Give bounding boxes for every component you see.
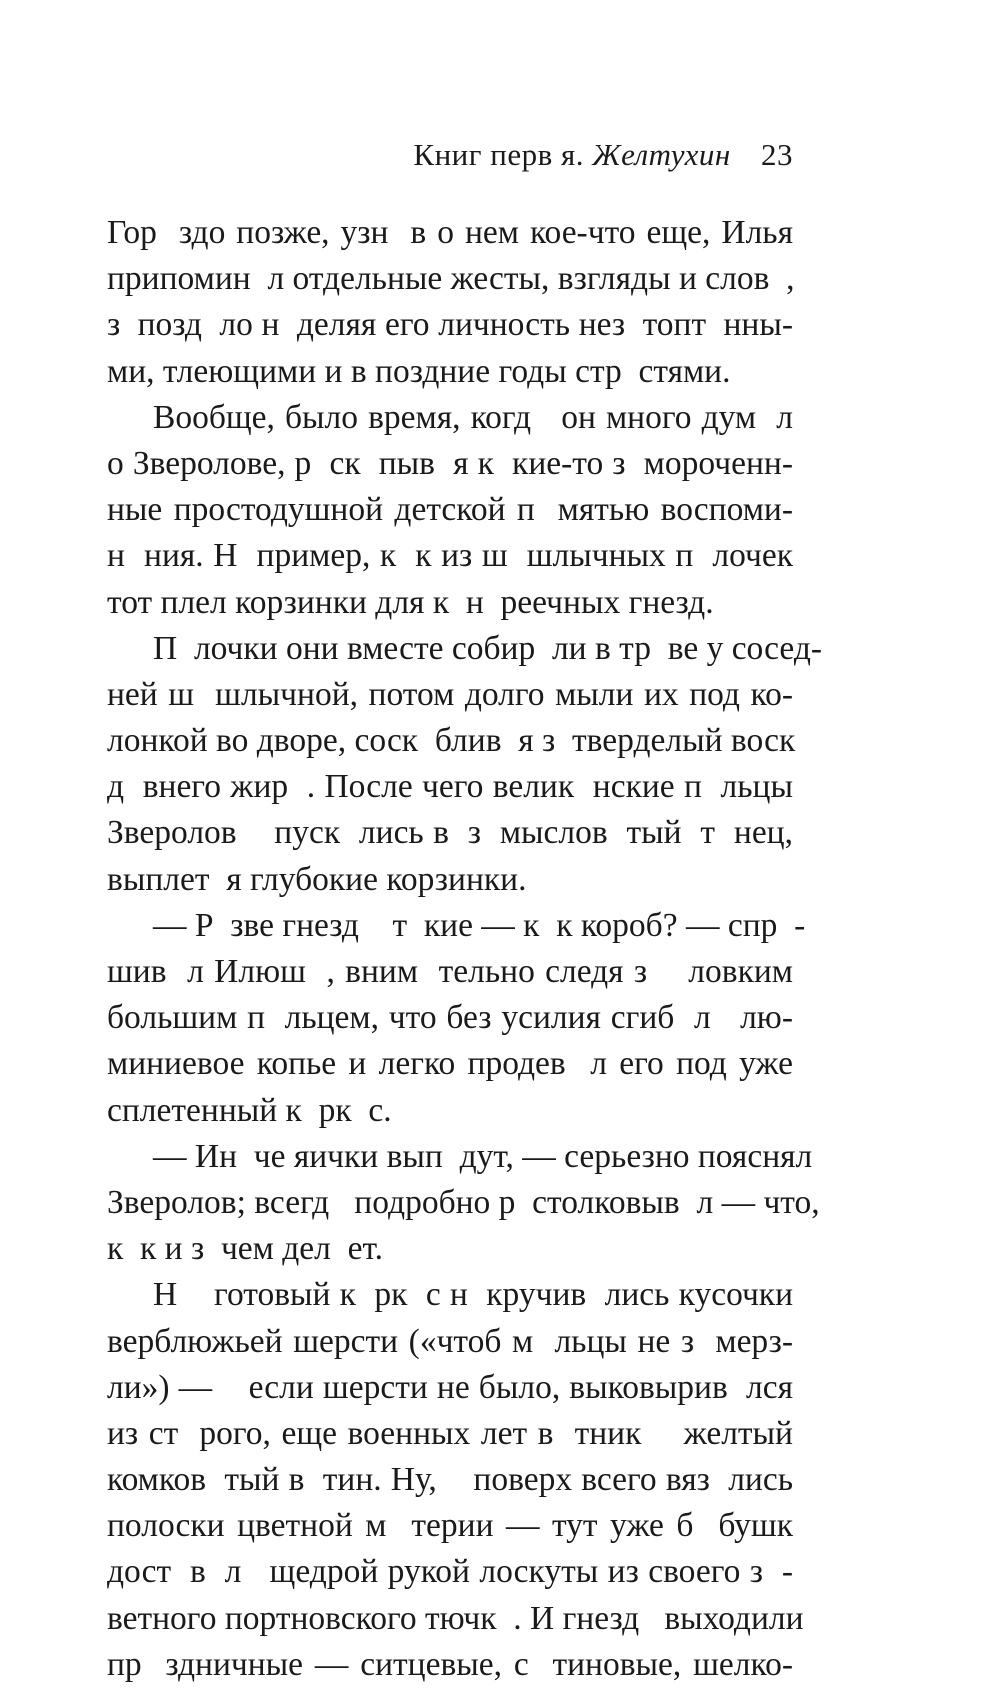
text-line: н ния. Н пример, к к из ш шлычных п лочек <box>107 537 793 575</box>
text-line: д внего жир . После чего велик нские п льцы <box>107 768 793 806</box>
text-line: ные простодушной детской п мятью воспоми- <box>107 491 793 529</box>
running-header <box>413 135 793 175</box>
page-number: 23 <box>761 137 793 172</box>
text-line: выплет я глубокие корзинки. <box>107 860 527 898</box>
text-line: — Р зве гнезд т кие — к к короб? — спр - <box>153 906 806 944</box>
text-line: Н готовый к рк с н кручив лись кусочки <box>153 1276 793 1314</box>
text-line: сплетенный к рк с. <box>107 1091 392 1129</box>
text-line: припомин л отдельные жесты, взгляды и слов , <box>107 260 795 298</box>
text-line: к к и з чем дел ет. <box>107 1230 383 1268</box>
text-line: ветного портновского тючк . И гнезд выходили <box>107 1599 804 1637</box>
text-line: миниевое копье и легко продев л его под уже <box>107 1045 793 1083</box>
text-line: дост в л щедрой рукой лоскуты из своего з - <box>107 1553 793 1591</box>
text-line: комков тый в тин. Ну, поверх всего вяз лись <box>107 1461 793 1499</box>
text-line: Гор здо позже, узн в о нем кое-что еще, Илья <box>107 214 793 251</box>
text-line: верблюжьей шерсти («чтоб м льцы не з мерз- <box>107 1322 793 1360</box>
text-line: П лочки они вместе собир ли в тр ве у сосед- <box>153 629 823 667</box>
text-line: з позд ло н деляя его личность нез топт нны- <box>107 306 793 344</box>
book-part-label: Книг перв я. <box>413 137 584 172</box>
text-line: Вообще, было время, когд он много дум л <box>153 398 793 436</box>
text-line: пр здничные — ситцевые, с тиновые, шелко- <box>107 1645 793 1683</box>
text-line: ней ш шлычной, потом долго мыли их под ко- <box>107 675 793 713</box>
text-line: большим п льцем, что без усилия сгиб л лю- <box>107 999 793 1037</box>
text-line: ми, тлеющими и в поздние годы стр стями. <box>107 352 731 390</box>
text-line: лонкой во дворе, соск блив я з тверделый воск <box>107 722 796 760</box>
text-line: о Зверолове, р ск пыв я к кие-то з мороченн- <box>107 444 793 482</box>
body-text <box>107 210 823 1688</box>
text-line: полоски цветной м терии — тут уже б бушк <box>107 1507 793 1545</box>
text-line: ли») — если шерсти не было, выковырив лся <box>107 1368 793 1406</box>
text-line: — Ин че яички вып дут, — серьезно пояснял <box>153 1137 813 1175</box>
text-line: из ст рого, еще военных лет в тник желтый <box>107 1414 793 1452</box>
text-line: тот плел корзинки для к н реечных гнезд. <box>107 583 714 621</box>
text-line: Зверолов пуск лись в з мыслов тый т нец, <box>107 814 793 852</box>
text-line: шив л Илюш , вним тельно следя з ловким <box>107 953 793 990</box>
chapter-title: Желтухин <box>592 137 731 172</box>
text-line: Зверолов; всегд подробно р столковыв л — что, <box>107 1183 820 1221</box>
